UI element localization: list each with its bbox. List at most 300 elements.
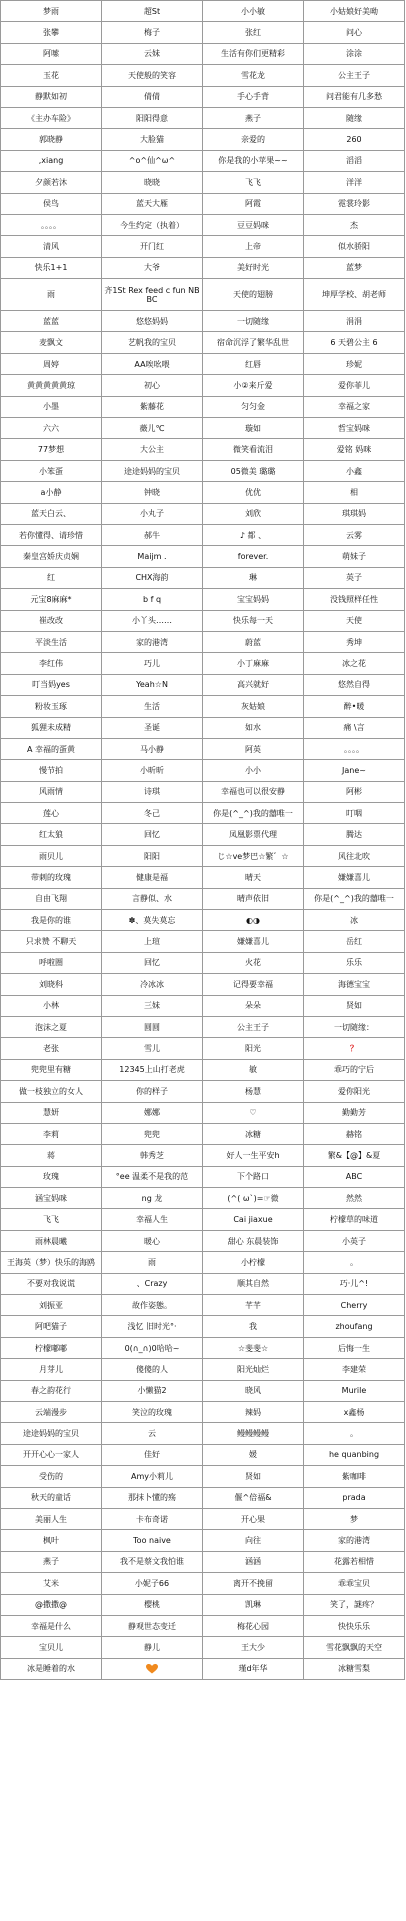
table-row <box>1 1487 405 1508</box>
table-cell: 小林 <box>1 995 102 1016</box>
table-cell: 小姑娘好美呦 <box>304 1 405 22</box>
table-cell: 爱你菲儿 <box>304 375 405 396</box>
table-cell: 云雾 <box>304 524 405 545</box>
table-row <box>1 482 405 503</box>
table-cell: 回忆 <box>102 824 203 845</box>
table-row <box>1 567 405 588</box>
table-cell: ng 龙 <box>102 1188 203 1209</box>
table-row <box>1 995 405 1016</box>
table-cell: 雨林晨曦 <box>1 1230 102 1251</box>
table-row <box>1 150 405 171</box>
table-cell: 静儿 <box>102 1637 203 1658</box>
table-row <box>1 888 405 909</box>
table-cell: 大爷 <box>102 257 203 278</box>
table-cell: 哲宝妈咪 <box>304 418 405 439</box>
table-row <box>1 43 405 64</box>
table-row <box>1 867 405 888</box>
table-cell: 今生约定（执着） <box>102 214 203 235</box>
table-cell: 冷冰冰 <box>102 974 203 995</box>
table-row <box>1 931 405 952</box>
table-row <box>1 1444 405 1465</box>
table-cell: 问心 <box>304 22 405 43</box>
table-cell: 云 <box>102 1423 203 1444</box>
table-cell: 夕颜若沐 <box>1 172 102 193</box>
table-cell: 我 <box>203 1316 304 1337</box>
table-row <box>1 332 405 353</box>
table-cell: 小小 <box>203 760 304 781</box>
table-cell: 阿嗦 <box>1 43 102 64</box>
table-cell: 李莉 <box>1 1123 102 1144</box>
table-cell: 故作姿態。 <box>102 1295 203 1316</box>
table-cell: 蒋 <box>1 1145 102 1166</box>
table-cell: 刘晓科 <box>1 974 102 995</box>
table-cell: 美好时光 <box>203 257 304 278</box>
table-cell: 郭晓静 <box>1 129 102 150</box>
table-cell: 向往 <box>203 1530 304 1551</box>
table-cell: 我不是蔡文我怕谁 <box>102 1551 203 1572</box>
table-cell: 公主王子 <box>304 65 405 86</box>
table-cell: 诗琪 <box>102 781 203 802</box>
table-cell: 玉花 <box>1 65 102 86</box>
table-row <box>1 781 405 802</box>
table-row <box>1 172 405 193</box>
table-cell: 滔滔 <box>304 150 405 171</box>
table-cell: 莲心 <box>1 803 102 824</box>
table-cell: 贤如 <box>304 995 405 1016</box>
table-row <box>1 696 405 717</box>
table-cell: 洋洋 <box>304 172 405 193</box>
table-cell: 月芽儿 <box>1 1359 102 1380</box>
table-cell: 红 <box>1 567 102 588</box>
table-cell: 小懒猫2 <box>102 1380 203 1401</box>
table-cell: 晴声依旧 <box>203 888 304 909</box>
table-cell: 花露若相惜 <box>304 1551 405 1572</box>
table-cell: 快快乐乐 <box>304 1615 405 1636</box>
table-cell: 痛 \言 <box>304 717 405 738</box>
table-cell: 天使的翅膀 <box>203 279 304 311</box>
table-cell: 圣诞 <box>102 717 203 738</box>
table-row <box>1 193 405 214</box>
table-cell: 相 <box>304 482 405 503</box>
table-cell: 小小敏 <box>203 1 304 22</box>
table-cell: ♪ 都 、 <box>203 524 304 545</box>
table-row <box>1 952 405 973</box>
table-cell: 刘振亚 <box>1 1295 102 1316</box>
table-cell: 叮咽 <box>304 803 405 824</box>
table-cell: 小笨蛋 <box>1 460 102 481</box>
table-cell: 周婷 <box>1 353 102 374</box>
table-cell: 秀坤 <box>304 631 405 652</box>
table-cell: 爱铭 妈咪 <box>304 439 405 460</box>
table-cell: ♡ <box>203 1102 304 1123</box>
table-cell: 阳光 <box>203 1038 304 1059</box>
table-cell: 云端漫步 <box>1 1402 102 1423</box>
table-cell: 柠檬嘟嘟 <box>1 1337 102 1358</box>
table-row <box>1 396 405 417</box>
table-cell: 韩秀芝 <box>102 1145 203 1166</box>
table-cell: 李建荣 <box>304 1359 405 1380</box>
table-row <box>1 546 405 567</box>
table-cell: 阿霞 <box>203 193 304 214</box>
table-cell: °ee 温柔不是我的范 <box>102 1166 203 1187</box>
table-cell: 玫瑰 <box>1 1166 102 1187</box>
table-cell: Cai jiaxue <box>203 1209 304 1230</box>
table-row <box>1 214 405 235</box>
table-cell: 匀匀金 <box>203 396 304 417</box>
table-row <box>1 65 405 86</box>
table-cell: 艺帆我的宝贝 <box>102 332 203 353</box>
table-cell: 蓝天白云、 <box>1 503 102 524</box>
table-cell: 笑泣的玫瑰 <box>102 1402 203 1423</box>
table-row <box>1 1316 405 1337</box>
table-row <box>1 1359 405 1380</box>
table-row <box>1 503 405 524</box>
table-cell: he quanbing <box>304 1444 405 1465</box>
table-cell: 粉妆玉琢 <box>1 696 102 717</box>
table-cell: 火花 <box>203 952 304 973</box>
table-cell: 风雨情 <box>1 781 102 802</box>
table-cell: 小英子 <box>304 1230 405 1251</box>
table-cell: 赫铭 <box>304 1123 405 1144</box>
table-row <box>1 845 405 866</box>
table-cell: ABC <box>304 1166 405 1187</box>
table-row <box>1 1637 405 1658</box>
table-cell: 慢节拍 <box>1 760 102 781</box>
table-row <box>1 1337 405 1358</box>
table-row <box>1 524 405 545</box>
table-cell: 离开不挽留 <box>203 1573 304 1594</box>
table-cell: 兜兜 <box>102 1123 203 1144</box>
table-row <box>1 1145 405 1166</box>
table-row <box>1 86 405 107</box>
table-cell: 爱你阳光 <box>304 1081 405 1102</box>
table-cell: 你是(^_^)我的囍唯一 <box>203 803 304 824</box>
table-cell: 初心 <box>102 375 203 396</box>
table-row <box>1 1038 405 1059</box>
table-cell: 呼啦圈 <box>1 952 102 973</box>
table-cell: 静默如初 <box>1 86 102 107</box>
table-cell: 雨贝儿 <box>1 845 102 866</box>
table-cell: 齐1St Rex feed c fun NB BC <box>102 279 203 311</box>
table-row <box>1 610 405 631</box>
table-cell: 你是我的小苹果~~ <box>203 150 304 171</box>
table-cell: 260 <box>304 129 405 150</box>
table-cell: 珍妮 <box>304 353 405 374</box>
table-cell: 。 <box>304 1252 405 1273</box>
table-cell: 不要对我说谎 <box>1 1273 102 1294</box>
table-row <box>1 1530 405 1551</box>
table-cell: 高兴就好 <box>203 674 304 695</box>
table-cell: 霓裳玲影 <box>304 193 405 214</box>
table-row <box>1 1508 405 1529</box>
table-cell: 顺其自然 <box>203 1273 304 1294</box>
table-cell: 快乐1+1 <box>1 257 102 278</box>
table-cell: 芊芊 <box>203 1295 304 1316</box>
table-row <box>1 1059 405 1080</box>
table-cell: 杨慧 <box>203 1081 304 1102</box>
table-cell: 燕子 <box>1 1551 102 1572</box>
table-row <box>1 1295 405 1316</box>
table-cell: 蓝天大雁 <box>102 193 203 214</box>
table-cell: 凤凰影票代理 <box>203 824 304 845</box>
table-row <box>1 1209 405 1230</box>
table-cell: Too naive <box>102 1530 203 1551</box>
table-cell: 燕子 <box>203 107 304 128</box>
table-cell: zhoufang <box>304 1316 405 1337</box>
table-row <box>1 1252 405 1273</box>
table-row <box>1 1402 405 1423</box>
table-cell: 小昕昕 <box>102 760 203 781</box>
table-cell: 开门红 <box>102 236 203 257</box>
table-row <box>1 910 405 931</box>
table-cell: 梦 <box>304 1508 405 1529</box>
table-cell: Yeah☆N <box>102 674 203 695</box>
table-row <box>1 1466 405 1487</box>
table-row <box>1 460 405 481</box>
table-cell: 宿命沉浮了繁华乱世 <box>203 332 304 353</box>
table-cell: 冰 <box>304 910 405 931</box>
table-cell: 笑了，謎疼？ <box>304 1594 405 1615</box>
table-cell: 没钱照样任性 <box>304 589 405 610</box>
table-row <box>1 22 405 43</box>
table-cell: prada <box>304 1487 405 1508</box>
table-cell: 阳光灿烂 <box>203 1359 304 1380</box>
table-cell: 张攀 <box>1 22 102 43</box>
table-row <box>1 974 405 995</box>
table-cell: 天使般的笑容 <box>102 65 203 86</box>
table-cell: 家的港湾 <box>304 1530 405 1551</box>
table-row <box>1 1615 405 1636</box>
table-cell: (^( ω`)=☞微 <box>203 1188 304 1209</box>
table-cell: 。 <box>304 1423 405 1444</box>
table-cell: 郝牛 <box>102 524 203 545</box>
table-row <box>1 1166 405 1187</box>
table-cell: 好人一生平安h <box>203 1145 304 1166</box>
table-cell: 小鑫 <box>304 460 405 481</box>
table-cell: 天使 <box>304 610 405 631</box>
table-cell: 《主办车险》 <box>1 107 102 128</box>
table-cell: 梦雨 <box>1 1 102 22</box>
table-row <box>1 1230 405 1251</box>
table-cell: 王海英（梦）快乐的海鸥 <box>1 1252 102 1273</box>
table-row <box>1 1 405 22</box>
table-cell: 那抹卜懂的殇 <box>102 1487 203 1508</box>
table-cell: 璇如 <box>203 418 304 439</box>
table-cell: 冬己 <box>102 803 203 824</box>
table-cell: 艾米 <box>1 1573 102 1594</box>
table-cell: Amy小莉儿 <box>102 1466 203 1487</box>
table-cell: 雪儿 <box>102 1038 203 1059</box>
table-cell: 自由飞翔 <box>1 888 102 909</box>
table-cell: 瑾d年华 <box>203 1658 304 1679</box>
table-cell: 杰 <box>304 214 405 235</box>
table-cell: 随缘 <box>304 107 405 128</box>
table-cell: 静观世态变迁 <box>102 1615 203 1636</box>
table-cell: 枫叶 <box>1 1530 102 1551</box>
table-cell: 77梦想 <box>1 439 102 460</box>
table-cell: 梅子 <box>102 22 203 43</box>
table-cell: 飞飞 <box>1 1209 102 1230</box>
table-cell: 0(∩_∩)0哈哈~ <box>102 1337 203 1358</box>
table-cell: 途途妈妈的宝贝 <box>102 460 203 481</box>
table-cell: 刘欣 <box>203 503 304 524</box>
table-cell: 幸福之家 <box>304 396 405 417</box>
table-cell: 小丁麻麻 <box>203 653 304 674</box>
table-cell: 言静似、水 <box>102 888 203 909</box>
table-cell: ☆斐斐☆ <box>203 1337 304 1358</box>
table-cell: 小墨 <box>1 396 102 417</box>
table-cell: 问君能有几多愁 <box>304 86 405 107</box>
table-cell: 乖巧的宁后 <box>304 1059 405 1080</box>
table-cell: 、Crazy <box>102 1273 203 1294</box>
table-cell: 雪花龙 <box>203 65 304 86</box>
table-cell: 慧妍 <box>1 1102 102 1123</box>
table-cell: 乖乖宝贝 <box>304 1573 405 1594</box>
table-row <box>1 1658 405 1679</box>
table-cell: 嫌嫌喜儿 <box>203 931 304 952</box>
table-row <box>1 803 405 824</box>
table-cell: 泡沫之夏 <box>1 1016 102 1037</box>
table-cell: 敏 <box>203 1059 304 1080</box>
table-cell: 涵涵 <box>203 1551 304 1572</box>
table-cell: 上瑄 <box>102 931 203 952</box>
table-cell: 紫藤花 <box>102 396 203 417</box>
table-cell: 娜娜 <box>102 1102 203 1123</box>
table-cell: 元宝8麻麻* <box>1 589 102 610</box>
table-cell: 冰是睡着的水 <box>1 1658 102 1679</box>
table-cell: 巧儿 <box>102 653 203 674</box>
table-cell: 凯琳 <box>203 1594 304 1615</box>
table-cell: 红太狼 <box>1 824 102 845</box>
table-cell: 崔改改 <box>1 610 102 631</box>
table-cell: forever. <box>203 546 304 567</box>
table-cell: 秋天的童话 <box>1 1487 102 1508</box>
table-cell: a小静 <box>1 482 102 503</box>
table-row <box>1 418 405 439</box>
table-row <box>1 1594 405 1615</box>
table-row <box>1 1573 405 1594</box>
table-cell: 6 天碧公主 6 <box>304 332 405 353</box>
table-cell: 开心果 <box>203 1508 304 1529</box>
table-row <box>1 375 405 396</box>
table-cell: 健康是福 <box>102 867 203 888</box>
table-cell: 若你懂得、请珍惜 <box>1 524 102 545</box>
heart-icon <box>102 1658 203 1679</box>
table-cell: 鳗鳗鳗鳗 <box>203 1423 304 1444</box>
table-row <box>1 236 405 257</box>
table-cell: 小妮子66 <box>102 1573 203 1594</box>
table-cell: 圆圆 <box>102 1016 203 1037</box>
table-cell: 萌妹子 <box>304 546 405 567</box>
table-cell: 晓风 <box>203 1380 304 1401</box>
table-cell: 家的港湾 <box>102 631 203 652</box>
table-cell: 上帝 <box>203 236 304 257</box>
table-cell: 然然 <box>304 1188 405 1209</box>
table-cell: 贤如 <box>203 1466 304 1487</box>
table-cell: 阿英 <box>203 738 304 759</box>
table-cell: 蓝蓝 <box>1 311 102 332</box>
table-cell: 春之韵花行 <box>1 1380 102 1401</box>
table-cell: CHX海韵 <box>102 567 203 588</box>
table-cell: 一切随缘： <box>304 1016 405 1037</box>
table-cell: 美丽人生 <box>1 1508 102 1529</box>
table-cell: 红唇 <box>203 353 304 374</box>
table-row <box>1 107 405 128</box>
table-cell: 幸福是什么 <box>1 1615 102 1636</box>
table-cell: 腾达 <box>304 824 405 845</box>
table-cell: 晴天 <box>203 867 304 888</box>
table-row <box>1 717 405 738</box>
table-cell: 阿彬 <box>304 781 405 802</box>
table-row <box>1 1188 405 1209</box>
table-cell: 如水 <box>203 717 304 738</box>
table-cell: 阳阳得意 <box>102 107 203 128</box>
table-cell: 手心手背 <box>203 86 304 107</box>
table-cell: 冰糖 <box>203 1123 304 1144</box>
table-cell: 悠悠妈妈 <box>102 311 203 332</box>
table-cell: 小柠檬 <box>203 1252 304 1273</box>
table-cell: Cherry <box>304 1295 405 1316</box>
table-cell: @撒撒@ <box>1 1594 102 1615</box>
table-cell: 繁&【@】&夏 <box>304 1145 405 1166</box>
table-cell: 微笑看流泪 <box>203 439 304 460</box>
table-row <box>1 1551 405 1572</box>
table-cell: ^o^仙^ω^ <box>102 150 203 171</box>
table-cell: 朵朵 <box>203 995 304 1016</box>
table-cell: x鑫杨 <box>304 1402 405 1423</box>
table-cell: 甜心 东晨装饰 <box>203 1230 304 1251</box>
table-cell: 清风 <box>1 236 102 257</box>
table-cell: 暖心 <box>102 1230 203 1251</box>
table-cell: 小丫头…… <box>102 610 203 631</box>
table-cell: 05微美 璐璐 <box>203 460 304 481</box>
table-cell: 岳红 <box>304 931 405 952</box>
table-cell: 雨 <box>102 1252 203 1273</box>
table-cell: ✽、莫失莫忘 <box>102 910 203 931</box>
table-cell: 飞飞 <box>203 172 304 193</box>
table-row <box>1 1273 405 1294</box>
table-cell: 英子 <box>304 567 405 588</box>
table-cell: 下个路口 <box>203 1166 304 1187</box>
table-row <box>1 674 405 695</box>
table-row <box>1 1380 405 1401</box>
table-row <box>1 1016 405 1037</box>
table-cell: Murile <box>304 1380 405 1401</box>
table-cell: 辣妈 <box>203 1402 304 1423</box>
table-cell: 宝宝妈妈 <box>203 589 304 610</box>
table-cell: Maijm . <box>102 546 203 567</box>
table-cell: 阳阳 <box>102 845 203 866</box>
table-cell: 麦飘文 <box>1 332 102 353</box>
table-cell: 生活 <box>102 696 203 717</box>
table-cell: 嫌嫌喜儿 <box>304 867 405 888</box>
table-cell: 老张 <box>1 1038 102 1059</box>
table-cell: 李红伟 <box>1 653 102 674</box>
table-cell: 冰糖雪梨 <box>304 1658 405 1679</box>
table-cell: 似水骄阳 <box>304 236 405 257</box>
table-cell: 涂涂 <box>304 43 405 64</box>
table-cell: ？ <box>304 1038 405 1059</box>
table-cell: 蔚蓝 <box>203 631 304 652</box>
table-cell: 雨 <box>1 279 102 311</box>
table-row <box>1 279 405 311</box>
table-cell: ◐◑ <box>203 910 304 931</box>
table-cell: 幸福也可以很安静 <box>203 781 304 802</box>
table-cell: 偃^倍福& <box>203 1487 304 1508</box>
table-row <box>1 589 405 610</box>
table-cell: 悠然自得 <box>304 674 405 695</box>
table-cell: じ☆ve梦巴☆繁゛☆ <box>203 845 304 866</box>
